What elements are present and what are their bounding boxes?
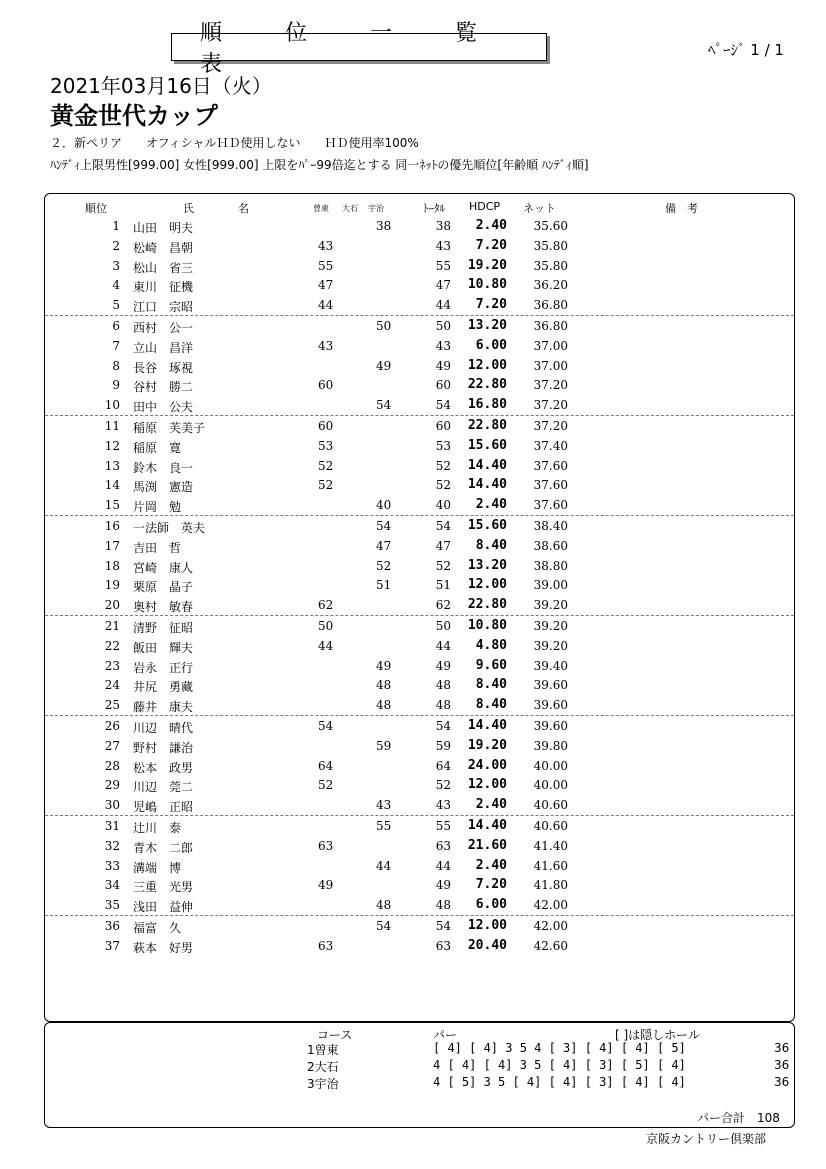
total-cell: 52 — [435, 478, 451, 493]
rank-cell: 37 — [104, 938, 120, 953]
net-cell: 38.60 — [533, 538, 568, 553]
total-cell: 63 — [435, 938, 451, 953]
table-row — [45, 275, 794, 295]
par-label: パー — [433, 1028, 458, 1042]
name-cell: 松本 政男 — [133, 760, 194, 775]
hdcp-cell: 14.40 — [467, 817, 507, 833]
total-cell: 48 — [435, 678, 451, 693]
rank-cell: 28 — [104, 758, 120, 773]
net-cell: 39.20 — [533, 618, 568, 633]
total-cell: 49 — [435, 878, 451, 893]
total-cell: 59 — [435, 738, 451, 753]
results-rows — [45, 216, 794, 955]
name-cell: 松崎 昌朝 — [133, 240, 194, 255]
hdcp-cell: 20.40 — [467, 937, 507, 953]
name-cell: 辻川 泰 — [133, 820, 182, 835]
table-row — [45, 495, 794, 516]
name-cell: 長谷 琢視 — [133, 360, 194, 375]
rank-cell: 17 — [104, 538, 120, 553]
name-cell: 三重 光男 — [133, 880, 194, 895]
table-row — [45, 395, 794, 416]
rank-cell: 32 — [104, 838, 120, 853]
table-row — [45, 756, 794, 776]
table-row — [45, 295, 794, 316]
rank-cell: 22 — [104, 638, 120, 653]
name-cell: 山田 明夫 — [133, 221, 194, 235]
course-label: コース — [317, 1028, 353, 1042]
name-cell: 馬渕 憲造 — [133, 480, 194, 495]
s1-cell: 63 — [318, 838, 334, 853]
total-cell: 55 — [435, 258, 451, 273]
net-cell: 37.20 — [533, 398, 568, 413]
name-cell: 奥村 敏春 — [133, 600, 194, 615]
net-cell: 42.00 — [533, 898, 568, 913]
total-cell: 60 — [435, 378, 451, 393]
table-row — [45, 695, 794, 716]
net-cell: 39.40 — [533, 658, 568, 673]
hdcp-cell: 10.80 — [467, 617, 507, 633]
name-cell: 一法師 英夫 — [133, 520, 206, 535]
course-name-2: 2大石 — [307, 1060, 339, 1074]
hdcp-cell: 22.80 — [467, 597, 507, 613]
table-row — [45, 575, 794, 595]
rank-cell: 2 — [112, 238, 120, 253]
net-cell: 41.60 — [533, 858, 568, 873]
name-cell: 溝端 博 — [133, 860, 182, 875]
rank-cell: 13 — [104, 458, 120, 473]
hdcp-cell: 19.20 — [467, 257, 507, 273]
course-holes-1: [ 4] [ 4] 3 5 4 [ 3] [ 4] [ 4] [ 5] — [433, 1041, 686, 1055]
s1-cell: 54 — [318, 718, 334, 733]
total-cell: 63 — [435, 838, 451, 853]
table-row — [45, 375, 794, 395]
s1-cell: 52 — [318, 458, 334, 473]
s1-cell: 60 — [318, 418, 334, 433]
event-date: 2021年03月16日（火） — [50, 74, 272, 98]
table-row — [45, 256, 794, 276]
rank-cell: 27 — [104, 738, 120, 753]
total-cell: 43 — [435, 798, 451, 813]
table-row — [45, 616, 794, 636]
results-table — [44, 193, 795, 1022]
name-cell: 宮崎 康人 — [133, 560, 194, 575]
table-row — [45, 716, 794, 736]
total-cell: 43 — [435, 238, 451, 253]
course-holes-2: 4 [ 4] [ 4] 3 5 [ 4] [ 3] [ 5] [ 4] — [433, 1058, 686, 1072]
net-cell: 37.00 — [533, 358, 568, 373]
hdcp-cell: 15.60 — [467, 517, 507, 533]
s2-cell: 54 — [376, 518, 392, 533]
page-number: ﾍﾟｰｼﾞ 1 / 1 — [708, 41, 784, 59]
total-cell: 47 — [435, 538, 451, 553]
rank-cell: 23 — [104, 658, 120, 673]
par-total: パー合計 108 — [697, 1111, 780, 1125]
name-cell: 西村 公一 — [133, 320, 194, 335]
table-row — [45, 416, 794, 436]
course-holes-3: 4 [ 5] 3 5 [ 4] [ 4] [ 3] [ 4] [ 4] — [433, 1075, 686, 1089]
total-cell: 50 — [435, 618, 451, 633]
s2-cell: 48 — [376, 678, 392, 693]
name-cell: 飯田 輝夫 — [133, 640, 194, 655]
total-cell: 50 — [435, 318, 451, 333]
net-cell: 39.20 — [533, 598, 568, 613]
table-row — [45, 316, 794, 336]
rank-cell: 33 — [104, 858, 120, 873]
header-course2: 大石 — [342, 204, 358, 213]
handicap-method: ２．新ペリア オフィシャルＨＤ使用しない ＨＤ使用率100% — [50, 136, 419, 150]
course-name-3: 3宇治 — [307, 1077, 339, 1091]
name-cell: 福富 久 — [133, 920, 182, 935]
table-row — [45, 556, 794, 576]
hdcp-cell: 13.20 — [467, 557, 507, 573]
rank-cell: 21 — [104, 618, 120, 633]
total-cell: 60 — [435, 418, 451, 433]
name-cell: 片岡 勉 — [133, 500, 182, 515]
name-cell: 児嶋 正昭 — [133, 800, 194, 815]
hidden-hole-note: [ ]は隠しホール — [615, 1028, 700, 1042]
hdcp-cell: 8.40 — [475, 537, 507, 553]
rank-cell: 6 — [112, 318, 120, 333]
hdcp-cell: 13.20 — [467, 317, 507, 333]
hdcp-cell: 7.20 — [475, 297, 507, 313]
net-cell: 39.00 — [533, 578, 568, 593]
table-row — [45, 236, 794, 256]
rank-cell: 10 — [104, 398, 120, 413]
rank-cell: 7 — [112, 338, 120, 353]
net-cell: 36.20 — [533, 278, 568, 293]
net-cell: 37.60 — [533, 458, 568, 473]
total-cell: 54 — [435, 918, 451, 933]
net-cell: 39.20 — [533, 638, 568, 653]
net-cell: 39.60 — [533, 698, 568, 713]
rank-cell: 5 — [112, 298, 120, 313]
name-cell: 川辺 莞二 — [133, 780, 194, 795]
s1-cell: 44 — [318, 638, 334, 653]
net-cell: 39.60 — [533, 718, 568, 733]
header-total: ﾄｰﾀﾙ — [423, 202, 445, 215]
total-cell: 48 — [435, 898, 451, 913]
s2-cell: 59 — [376, 738, 392, 753]
net-cell: 37.20 — [533, 418, 568, 433]
total-cell: 40 — [435, 498, 451, 513]
total-cell: 54 — [435, 718, 451, 733]
title-box — [171, 21, 547, 77]
rank-cell: 35 — [104, 898, 120, 913]
rank-cell: 12 — [104, 438, 120, 453]
s2-cell: 44 — [376, 858, 392, 873]
total-cell: 62 — [435, 598, 451, 613]
table-row — [45, 356, 794, 376]
rank-cell: 18 — [104, 558, 120, 573]
rank-cell: 8 — [112, 358, 120, 373]
net-cell: 39.60 — [533, 678, 568, 693]
name-cell: 立山 昌洋 — [133, 340, 194, 355]
hdcp-cell: 16.80 — [467, 397, 507, 413]
page-title: 順 位 一 覧 表 — [200, 21, 505, 77]
s1-cell: 50 — [318, 618, 334, 633]
header-rank: 順位 — [85, 202, 107, 215]
hdcp-cell: 2.40 — [475, 218, 507, 233]
hdcp-cell: 2.40 — [475, 497, 507, 513]
table-row — [45, 895, 794, 916]
course-total-1: 36 — [774, 1041, 790, 1055]
rank-cell: 11 — [104, 418, 120, 433]
header-remarks: 備 考 — [665, 202, 698, 215]
name-cell: 清野 征昭 — [133, 620, 194, 635]
s1-cell: 52 — [318, 778, 334, 793]
table-row — [45, 336, 794, 356]
total-cell: 52 — [435, 778, 451, 793]
s1-cell: 52 — [318, 478, 334, 493]
hdcp-cell: 8.40 — [475, 677, 507, 693]
s2-cell: 50 — [376, 318, 392, 333]
table-row — [45, 916, 794, 936]
course-info — [44, 1022, 795, 1128]
s2-cell: 54 — [376, 918, 392, 933]
s1-cell: 44 — [318, 298, 334, 313]
rank-cell: 4 — [112, 278, 120, 293]
hdcp-cell: 6.00 — [475, 897, 507, 913]
s1-cell: 64 — [318, 758, 334, 773]
table-row — [45, 936, 794, 956]
name-cell: 鈴木 良一 — [133, 460, 194, 475]
header-name1: 氏 — [183, 202, 194, 215]
s2-cell: 54 — [376, 398, 392, 413]
s1-cell: 43 — [318, 238, 334, 253]
hdcp-cell: 22.80 — [467, 417, 507, 433]
hdcp-cell: 9.60 — [475, 657, 507, 673]
hdcp-cell: 12.00 — [467, 917, 507, 933]
course-name-1: 1曽東 — [307, 1043, 339, 1057]
hdcp-cell: 12.00 — [467, 357, 507, 373]
name-cell: 岩永 正行 — [133, 660, 194, 675]
s1-cell: 47 — [318, 278, 334, 293]
hdcp-cell: 7.20 — [475, 877, 507, 893]
hdcp-cell: 14.40 — [467, 717, 507, 733]
hdcp-cell: 24.00 — [467, 757, 507, 773]
net-cell: 36.80 — [533, 318, 568, 333]
rank-cell: 19 — [104, 578, 120, 593]
net-cell: 42.00 — [533, 918, 568, 933]
total-cell: 38 — [435, 219, 451, 233]
hdcp-cell: 12.00 — [467, 577, 507, 593]
s2-cell: 48 — [376, 698, 392, 713]
name-cell: 野村 謙治 — [133, 740, 194, 755]
rank-cell: 14 — [104, 478, 120, 493]
name-cell: 栗原 晶子 — [133, 580, 194, 595]
s1-cell: 60 — [318, 378, 334, 393]
total-cell: 44 — [435, 858, 451, 873]
handicap-conditions: ﾊﾝﾃﾞｨ上限男性[999.00] 女性[999.00] 上限をﾊﾟｰ99倍迄とする 同一ﾈｯﾄの優先順位[年齢順 ﾊﾝﾃﾞｨ順] — [50, 158, 589, 172]
table-row — [45, 536, 794, 556]
name-cell: 谷村 勝二 — [133, 380, 194, 395]
total-cell: 54 — [435, 518, 451, 533]
hdcp-cell: 15.60 — [467, 437, 507, 453]
hdcp-cell: 10.80 — [467, 277, 507, 293]
net-cell: 37.60 — [533, 478, 568, 493]
table-row — [45, 736, 794, 756]
hdcp-cell: 4.80 — [475, 637, 507, 653]
rank-cell: 30 — [104, 798, 120, 813]
header-course1: 曽東 — [313, 204, 329, 213]
table-row — [45, 836, 794, 856]
table-row — [45, 875, 794, 895]
net-cell: 38.40 — [533, 518, 568, 533]
name-cell: 松山 省三 — [133, 260, 194, 275]
name-cell: 浅田 益伸 — [133, 900, 194, 915]
name-cell: 井尻 勇藏 — [133, 680, 194, 695]
rank-cell: 36 — [104, 918, 120, 933]
total-cell: 49 — [435, 658, 451, 673]
rank-cell: 1 — [112, 219, 120, 233]
net-cell: 40.00 — [533, 778, 568, 793]
net-cell: 41.40 — [533, 838, 568, 853]
hdcp-cell: 22.80 — [467, 377, 507, 393]
net-cell: 35.80 — [533, 238, 568, 253]
hdcp-cell: 14.40 — [467, 457, 507, 473]
club-name: 京阪カントリー倶楽部 — [646, 1132, 767, 1146]
name-cell: 川辺 晴代 — [133, 720, 194, 735]
total-cell: 52 — [435, 558, 451, 573]
net-cell: 37.00 — [533, 338, 568, 353]
total-cell: 55 — [435, 818, 451, 833]
total-cell: 44 — [435, 638, 451, 653]
table-row — [45, 775, 794, 795]
rank-cell: 25 — [104, 698, 120, 713]
rank-cell: 29 — [104, 778, 120, 793]
s2-cell: 52 — [376, 558, 392, 573]
name-cell: 青木 二郎 — [133, 840, 194, 855]
competition-name: 黄金世代カップ — [50, 102, 218, 130]
hdcp-cell: 6.00 — [475, 337, 507, 353]
total-cell: 43 — [435, 338, 451, 353]
net-cell: 37.60 — [533, 498, 568, 513]
name-cell: 江口 宗昭 — [133, 300, 194, 315]
total-cell: 64 — [435, 758, 451, 773]
rank-cell: 20 — [104, 598, 120, 613]
name-cell: 萩本 好男 — [133, 940, 194, 955]
hdcp-cell: 2.40 — [475, 797, 507, 813]
s1-cell: 55 — [318, 258, 334, 273]
net-cell: 38.80 — [533, 558, 568, 573]
net-cell: 40.00 — [533, 758, 568, 773]
name-cell: 稲原 芙美子 — [133, 420, 206, 435]
table-row — [45, 456, 794, 476]
table-row — [45, 656, 794, 676]
total-cell: 48 — [435, 698, 451, 713]
table-row — [45, 475, 794, 495]
course-total-3: 36 — [774, 1075, 790, 1089]
name-cell: 東川 征機 — [133, 280, 194, 295]
hdcp-cell: 21.60 — [467, 837, 507, 853]
net-cell: 41.80 — [533, 878, 568, 893]
hdcp-cell: 19.20 — [467, 737, 507, 753]
rank-cell: 16 — [104, 518, 120, 533]
s1-cell: 62 — [318, 598, 334, 613]
net-cell: 42.60 — [533, 938, 568, 953]
s1-cell: 43 — [318, 338, 334, 353]
s2-cell: 55 — [376, 818, 392, 833]
net-cell: 40.60 — [533, 798, 568, 813]
table-row — [45, 216, 794, 236]
s1-cell: 53 — [318, 438, 334, 453]
s2-cell: 49 — [376, 658, 392, 673]
s1-cell: 49 — [318, 878, 334, 893]
total-cell: 51 — [435, 578, 451, 593]
total-cell: 52 — [435, 458, 451, 473]
rank-cell: 3 — [112, 258, 120, 273]
hdcp-cell: 2.40 — [475, 857, 507, 873]
header-course3: 宇治 — [368, 204, 384, 213]
total-cell: 53 — [435, 438, 451, 453]
name-cell: 藤井 康夫 — [133, 700, 194, 715]
table-row — [45, 675, 794, 695]
rank-cell: 31 — [104, 818, 120, 833]
net-cell: 37.20 — [533, 378, 568, 393]
total-cell: 47 — [435, 278, 451, 293]
rank-cell: 34 — [104, 878, 120, 893]
s2-cell: 48 — [376, 898, 392, 913]
s1-cell: 63 — [318, 938, 334, 953]
table-row — [45, 516, 794, 536]
header-net: ネット — [523, 202, 556, 215]
rank-cell: 9 — [112, 378, 120, 393]
name-cell: 田中 公夫 — [133, 400, 194, 415]
hdcp-cell: 8.40 — [475, 697, 507, 713]
total-cell: 49 — [435, 358, 451, 373]
total-cell: 54 — [435, 398, 451, 413]
course-total-2: 36 — [774, 1058, 790, 1072]
net-cell: 35.80 — [533, 258, 568, 273]
table-row — [45, 636, 794, 656]
table-row — [45, 856, 794, 876]
s2-cell: 51 — [376, 578, 392, 593]
rank-cell: 15 — [104, 498, 120, 513]
net-cell: 35.60 — [533, 219, 568, 233]
s2-cell: 38 — [376, 219, 392, 233]
hdcp-cell: 12.00 — [467, 777, 507, 793]
total-cell: 44 — [435, 298, 451, 313]
s2-cell: 40 — [376, 498, 392, 513]
net-cell: 36.80 — [533, 298, 568, 313]
s2-cell: 47 — [376, 538, 392, 553]
hdcp-cell: 7.20 — [475, 237, 507, 253]
net-cell: 37.40 — [533, 438, 568, 453]
net-cell: 40.60 — [533, 818, 568, 833]
name-cell: 吉田 哲 — [133, 540, 182, 555]
header-name2: 名 — [238, 202, 249, 215]
name-cell: 稲原 寛 — [133, 440, 182, 455]
table-row — [45, 816, 794, 836]
net-cell: 39.80 — [533, 738, 568, 753]
rank-cell: 26 — [104, 718, 120, 733]
rank-cell: 24 — [104, 678, 120, 693]
header-hdcp: HDCP — [469, 200, 501, 213]
table-row — [45, 595, 794, 616]
s2-cell: 49 — [376, 358, 392, 373]
hdcp-cell: 14.40 — [467, 477, 507, 493]
s2-cell: 43 — [376, 798, 392, 813]
table-row — [45, 795, 794, 816]
table-row — [45, 436, 794, 456]
